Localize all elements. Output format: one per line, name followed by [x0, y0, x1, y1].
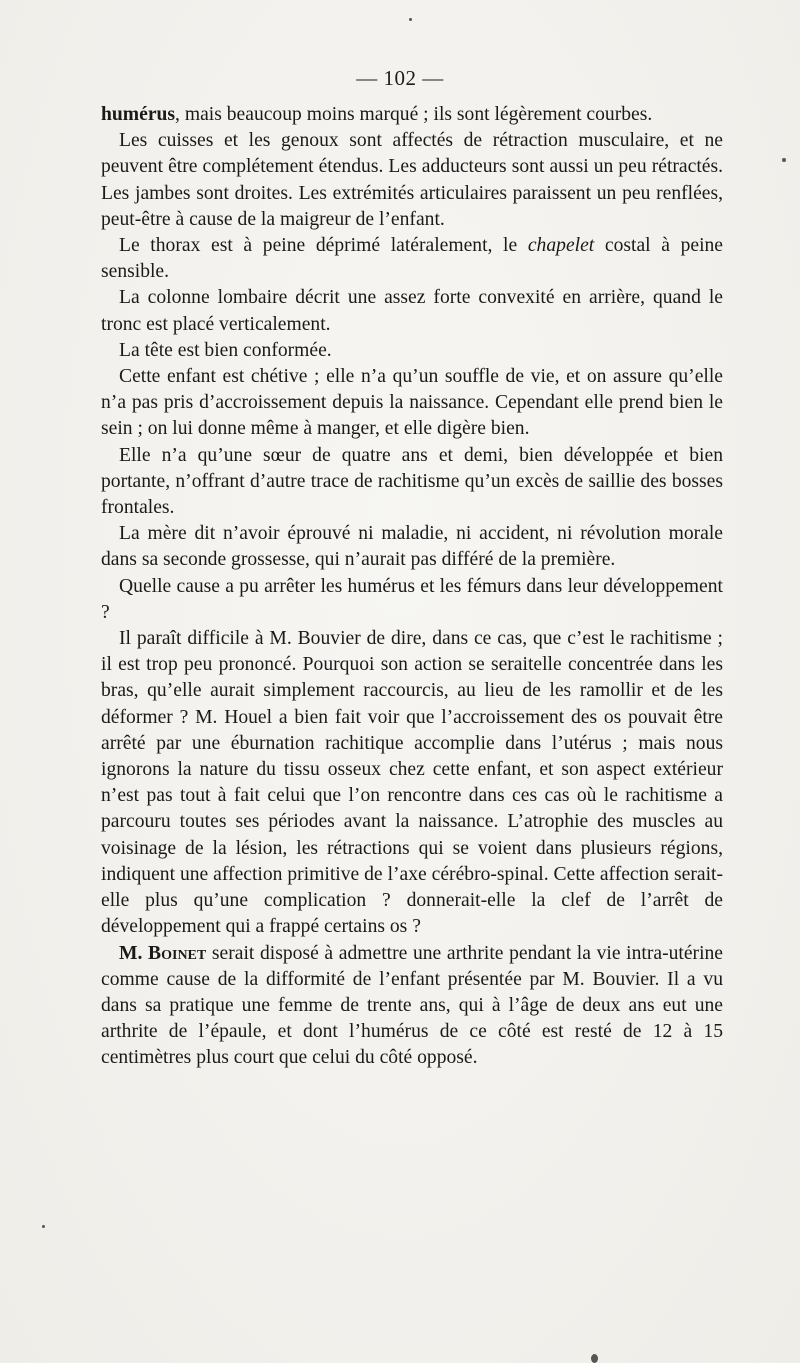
emphasis-text: chapelet — [527, 235, 595, 257]
text-run: costal à peine sensible. — [101, 235, 724, 283]
emphasis-text: humérus — [101, 104, 176, 125]
paragraph — [101, 941, 723, 1072]
ink-speck — [782, 158, 786, 162]
body-text — [101, 102, 723, 1072]
paragraph — [101, 338, 723, 364]
emphasis-text: M. Boinet — [119, 942, 207, 964]
paragraph — [101, 233, 723, 285]
text-run: La mère dit n’avoir éprouvé ni maladie, ni accident, ni révolution morale dans sa seconde grossesse, qui n’aurait pas différé de la première. — [101, 523, 723, 571]
ink-speck — [409, 18, 412, 21]
paragraph — [101, 574, 723, 626]
paragraph — [101, 521, 723, 573]
text-run: Il paraît difficile à M. Bouvier de dire, dans ce cas, que c’est le rachitisme ; il est trop peu prononcé. Pourquoi son action se seraitelle concentrée dans les bras, qu’elle aurait simplement raccourcis, au lieu de les ramollir et de les déformer ? M. Houel a bien fait voir que l’accroissement des os pouvait être arrêté par une éburnation rachitique accomplie dans l’utérus ; mais nous ignorons la nature du tissu osseux chez cette enfant, et son aspect extérieur n’est pas tout à fait celui que l’on rencontre dans ces cas où le rachitisme a parcouru toutes ses périodes avant la naissance. L’atrophie des muscles au voisinage de la lésion, les rétractions qui se voient dans plusieurs régions, indiquent une affection primitive de l’axe cérébro-spinal. Cette affection serait-elle plus qu’une complication ? donnerait-elle la clef de l’arrêt de développement qui a frappé certains os ? — [101, 628, 723, 938]
paragraph — [101, 102, 723, 128]
ink-speck — [42, 1225, 45, 1228]
paragraph — [101, 364, 723, 443]
text-run: Elle n’a qu’une sœur de quatre ans et demi, bien développée et bien portante, n’offrant d’autre trace de rachitisme qu’un excès de saillie des bosses frontales. — [101, 444, 723, 519]
page-number: — 102 — — [356, 66, 444, 90]
text-run: Quelle cause a pu arrêter les humérus et les fémurs dans leur développement ? — [101, 575, 723, 623]
text-run: La colonne lombaire décrit une assez forte convexité en arrière, quand le tronc est placé verticalement. — [101, 287, 723, 335]
ink-speck — [591, 1354, 598, 1363]
paragraph — [101, 128, 723, 233]
text-run: , mais beaucoup moins marqué ; ils sont légèrement courbes. — [175, 104, 653, 125]
paragraph — [101, 285, 723, 337]
paragraph — [101, 443, 723, 522]
text-run: serait disposé à admettre une arthrite pendant la vie intra-utérine comme cause de la difformité de l’enfant présentée par M. Bouvier. Il a vu dans sa pratique une femme de trente ans, qui à l’âge de deux ans eut une arthrite de l’épaule, et dont l’humérus de ce côté est resté de 12 à 15 centimètres plus court que celui du côté opposé. — [101, 942, 724, 1069]
paragraph — [101, 626, 723, 940]
text-run: Le thorax est à peine déprimé latéralement, le — [119, 235, 528, 257]
text-run: Cette enfant est chétive ; elle n’a qu’un souffle de vie, et on assure qu’elle n’a pas pris d’accroissement depuis la naissance. Cependant elle prend bien le sein ; on lui donne même à manger, et elle digère bien. — [101, 366, 723, 440]
text-run: Les cuisses et les genoux sont affectés de rétraction musculaire, et ne peuvent être complétement étendus. Les adducteurs sont aussi un peu rétractés. Les jambes sont droites. Les extrémités articulaires paraissent un peu renflées, peut-être à cause de la maigreur de l’enfant. — [101, 130, 723, 230]
text-run: La tête est bien conformée. — [119, 339, 332, 361]
